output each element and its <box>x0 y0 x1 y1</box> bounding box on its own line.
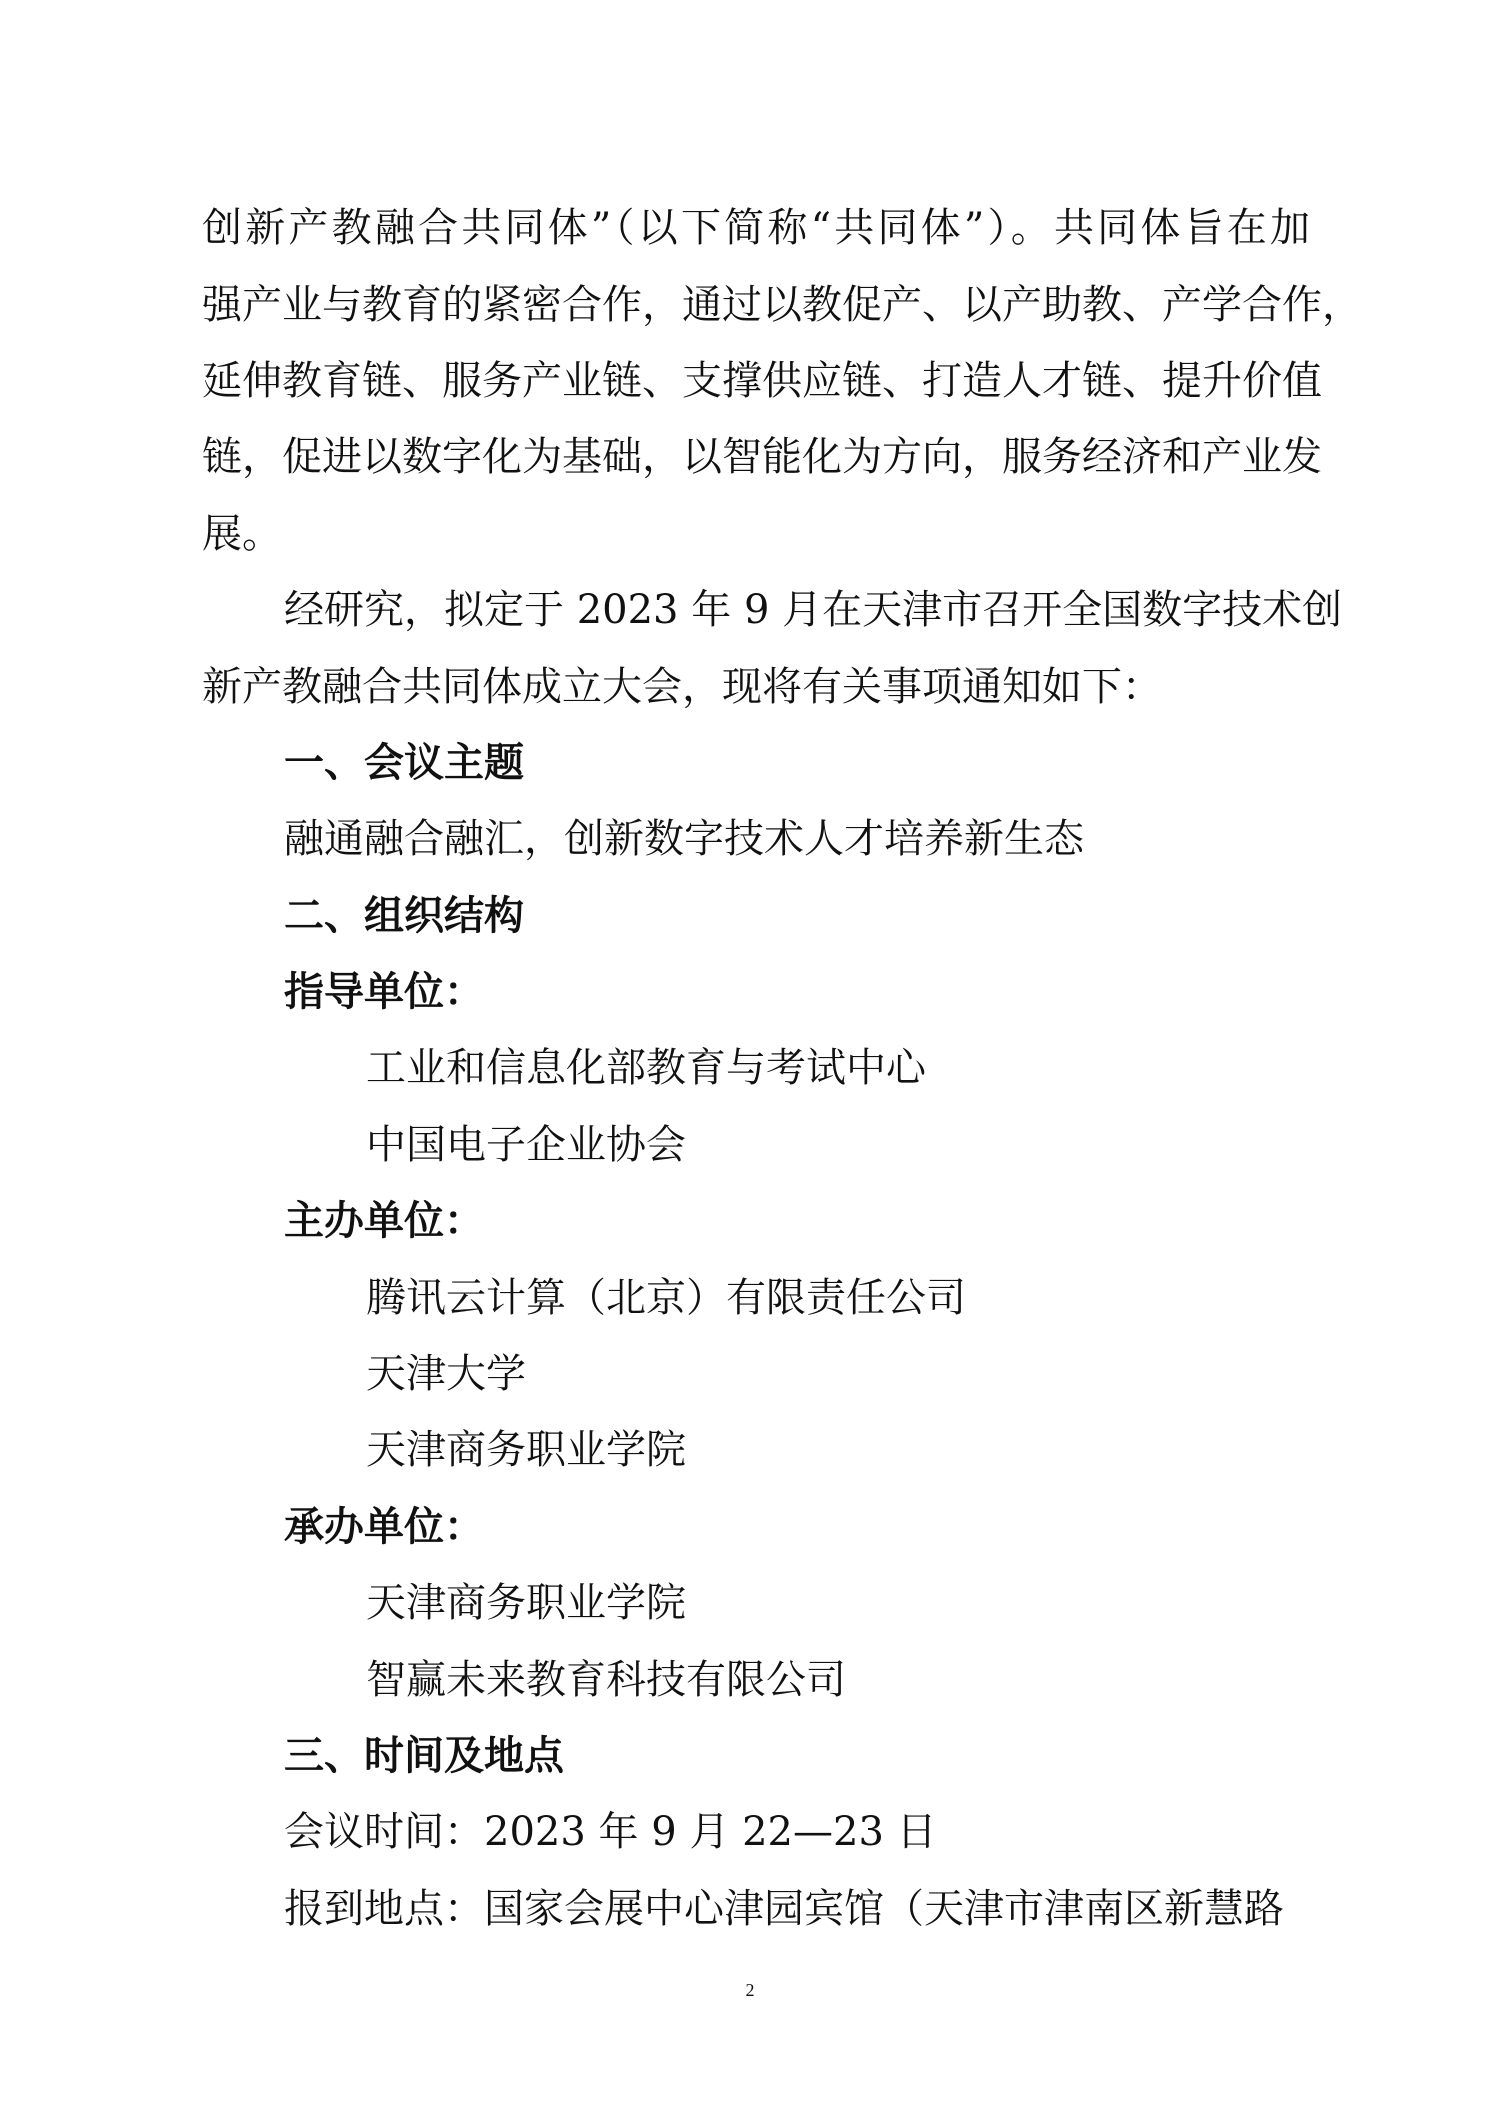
unit-item: 智赢未来教育科技有限公司 <box>366 1657 846 1703</box>
unit-item: 天津大学 <box>366 1351 526 1397</box>
unit-item: 天津商务职业学院 <box>366 1580 686 1626</box>
section-heading: 二、组织结构 <box>284 893 524 939</box>
registration-place: 报到地点：国家会展中心津园宾馆（天津市津南区新慧路 <box>284 1886 1284 1932</box>
unit-item: 中国电子企业协会 <box>366 1122 686 1168</box>
unit-label-guiding: 指导单位： <box>284 969 484 1015</box>
section-text: 融通融合融汇，创新数字技术人才培养新生态 <box>284 816 1084 862</box>
paragraph-line: 创新产教融合共同体”（以下简称“共同体”）。共同体旨在加 <box>202 205 1310 251</box>
unit-label-organizer: 承办单位： <box>284 1504 484 1550</box>
paragraph-line: 强产业与教育的紧密合作，通过以教促产、以产助教、产学合作， <box>202 282 1362 328</box>
paragraph-line: 延伸教育链、服务产业链、支撑供应链、打造人才链、提升价值 <box>202 358 1322 404</box>
unit-item: 腾讯云计算（北京）有限责任公司 <box>366 1275 966 1321</box>
unit-item: 天津商务职业学院 <box>366 1427 686 1473</box>
section-heading: 一、会议主题 <box>284 740 524 786</box>
paragraph-line: 经研究，拟定于 2023 年 9 月在天津市召开全国数字技术创 <box>284 587 1343 633</box>
page-number: 2 <box>745 1980 755 2000</box>
meeting-time: 会议时间：2023 年 9 月 22—23 日 <box>284 1809 937 1855</box>
unit-item: 工业和信息化部教育与考试中心 <box>366 1045 926 1091</box>
paragraph-line: 链，促进以数字化为基础，以智能化为方向，服务经济和产业发 <box>202 434 1322 480</box>
section-heading: 三、时间及地点 <box>284 1733 564 1779</box>
paragraph-line: 展。 <box>202 511 282 557</box>
unit-label-host: 主办单位： <box>284 1198 484 1244</box>
paragraph-line: 新产教融合共同体成立大会，现将有关事项通知如下： <box>202 664 1162 710</box>
